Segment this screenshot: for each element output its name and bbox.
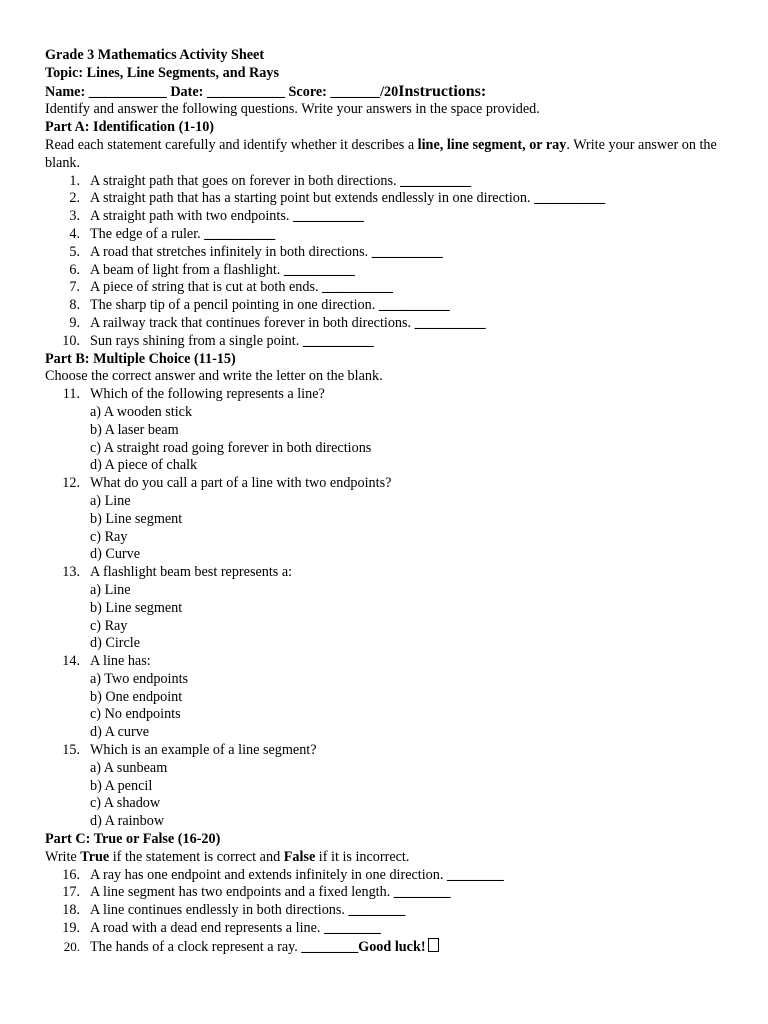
- answer-blank: __________: [292, 208, 364, 225]
- answer-option: d) Curve: [90, 546, 141, 563]
- part-c-intro-2: if the statement is correct and: [109, 848, 284, 865]
- part-c-title: Part C: True or False (16-20): [45, 831, 221, 848]
- question-number: 10.: [62, 332, 80, 349]
- question-number: 18.: [62, 902, 80, 919]
- name-blank: ___________: [88, 83, 167, 100]
- question-number: 5.: [69, 243, 80, 260]
- question-number: 15.: [62, 742, 80, 759]
- answer-option: a) A sunbeam: [90, 759, 168, 776]
- question-item: [45, 564, 735, 582]
- name-label: Name:: [45, 83, 86, 100]
- question-text: A railway track that continues forever in both directions.: [90, 314, 412, 331]
- question-text: A road that stretches infinitely in both directions.: [90, 243, 369, 260]
- part-c-intro-1: Write: [45, 848, 81, 865]
- question-item: [45, 475, 735, 493]
- question-number: 17.: [62, 884, 80, 901]
- answer-option: b) Line segment: [90, 599, 183, 616]
- question-item: [45, 262, 735, 280]
- question-text: A straight path that goes on forever in both directions.: [90, 172, 397, 189]
- question-text: A ray has one endpoint and extends infinitely in one direction.: [90, 866, 444, 883]
- question-text: A straight path with two endpoints.: [90, 208, 290, 225]
- answer-option: c) No endpoints: [90, 706, 181, 723]
- question-text: A piece of string that is cut at both ends.: [90, 279, 319, 296]
- answer-option: a) Two endpoints: [90, 670, 189, 687]
- question-number: 4.: [69, 225, 80, 242]
- question-item: [45, 386, 735, 404]
- question-number: 9.: [69, 314, 80, 331]
- answer-blank: ________: [348, 902, 406, 919]
- answer-option: a) Line: [90, 492, 131, 509]
- part-a-intro-post: . Write your answer on the blank.: [45, 136, 717, 171]
- answer-option: b) Line segment: [90, 510, 183, 527]
- answer-blank: ________: [301, 938, 359, 955]
- question-item: [45, 742, 735, 760]
- part-c-intro-false: False: [283, 848, 316, 865]
- question-item: [45, 315, 735, 333]
- question-text: A road with a dead end represents a line.: [90, 920, 321, 937]
- score-blank: _______: [330, 83, 381, 100]
- question-item: [45, 244, 735, 262]
- answer-blank: __________: [400, 172, 472, 189]
- mc-question: [45, 475, 735, 564]
- score-label: Score:: [288, 83, 327, 100]
- question-number: 14.: [62, 653, 80, 670]
- question-text: A line has:: [90, 653, 151, 670]
- question-number: 1.: [69, 172, 80, 189]
- question-number: 6.: [69, 261, 80, 278]
- answer-blank: __________: [283, 261, 355, 278]
- part-a-intro-bold: line, line segment, or ray: [417, 136, 567, 153]
- question-item: [45, 279, 735, 297]
- answer-options: [45, 671, 735, 742]
- question-number: 7.: [69, 279, 80, 296]
- missing-glyph-icon: [428, 938, 439, 952]
- part-b-intro: Choose the correct answer and write the letter on the blank.: [45, 368, 383, 385]
- answer-option: c) Ray: [90, 528, 128, 545]
- answer-options: [45, 404, 735, 475]
- mc-question: [45, 386, 735, 475]
- question-number: 19.: [62, 920, 80, 937]
- question-item: [45, 173, 735, 191]
- answer-option: d) A curve: [90, 724, 150, 741]
- score-total: /20: [380, 83, 399, 100]
- instructions-text: Identify and answer the following questions. Write your answers in the space provided.: [45, 101, 540, 118]
- question-text: Sun rays shining from a single point.: [90, 332, 300, 349]
- answer-option: c) A shadow: [90, 795, 161, 812]
- question-number: 11.: [62, 386, 80, 403]
- part-a-list: [45, 173, 735, 351]
- question-text: Which of the following represents a line?: [90, 386, 325, 403]
- question-item: [45, 190, 735, 208]
- question-text: Which is an example of a line segment?: [90, 742, 317, 759]
- question-text: The sharp tip of a pencil pointing in one direction.: [90, 297, 376, 314]
- question-number: 2.: [69, 190, 80, 207]
- answer-option: b) A laser beam: [90, 421, 179, 438]
- question-text: The edge of a ruler.: [90, 225, 201, 242]
- part-b-list: [45, 386, 735, 831]
- question-item: [45, 902, 735, 920]
- answer-options: [45, 493, 735, 564]
- question-text: A straight path that has a starting point but extends endlessly in one direction.: [90, 190, 531, 207]
- question-text: A beam of light from a flashlight.: [90, 261, 281, 278]
- question-number: 12.: [62, 475, 80, 492]
- answer-blank: ________: [393, 884, 451, 901]
- part-c-intro: [45, 849, 735, 867]
- answer-blank: __________: [371, 243, 443, 260]
- question-item: [45, 938, 735, 957]
- answer-options: [45, 582, 735, 653]
- question-number: 3.: [69, 208, 80, 225]
- answer-blank: ________: [324, 920, 381, 937]
- activity-sheet: [45, 47, 735, 957]
- answer-blank: __________: [322, 279, 394, 296]
- answer-option: d) A piece of chalk: [90, 457, 198, 474]
- part-b-title: Part B: Multiple Choice (11-15): [45, 350, 236, 367]
- part-a-title: Part A: Identification (1-10): [45, 119, 215, 136]
- question-text: What do you call a part of a line with two endpoints?: [90, 475, 392, 492]
- part-c-list: [45, 867, 735, 957]
- good-luck-text: Good luck!: [358, 938, 426, 955]
- answer-option: d) A rainbow: [90, 813, 165, 830]
- question-text: A line continues endlessly in both directions.: [90, 902, 345, 919]
- answer-option: a) Line: [90, 581, 131, 598]
- answer-option: a) A wooden stick: [90, 403, 193, 420]
- question-number: 16.: [62, 866, 80, 883]
- part-c-intro-3: if it is incorrect.: [315, 848, 410, 865]
- answer-option: d) Circle: [90, 635, 141, 652]
- question-text: A line segment has two endpoints and a fixed length.: [90, 884, 391, 901]
- question-text: A flashlight beam best represents a:: [90, 564, 293, 581]
- answer-option: c) Ray: [90, 617, 128, 634]
- question-item: [45, 226, 735, 244]
- part-a-intro-pre: Read each statement carefully and identify whether it describes a: [45, 136, 418, 153]
- answer-blank: __________: [204, 225, 276, 242]
- answer-blank: __________: [414, 314, 486, 331]
- answer-option: b) A pencil: [90, 777, 153, 794]
- answer-option: c) A straight road going forever in both directions: [90, 439, 372, 456]
- answer-blank: __________: [534, 190, 606, 207]
- date-label: Date:: [170, 83, 204, 100]
- date-blank: ___________: [206, 83, 285, 100]
- instructions-label: Instructions:: [398, 82, 487, 100]
- answer-blank: __________: [378, 297, 450, 314]
- answer-blank: ________: [446, 866, 504, 883]
- student-info-line: [45, 83, 735, 102]
- question-number: 13.: [62, 564, 80, 581]
- question-item: [45, 920, 735, 938]
- question-item: [45, 867, 735, 885]
- part-c-intro-true: True: [80, 848, 110, 865]
- question-item: [45, 333, 735, 351]
- question-item: [45, 208, 735, 226]
- question-text: The hands of a clock represent a ray.: [90, 938, 298, 955]
- mc-question: [45, 742, 735, 831]
- part-a-intro: [45, 137, 735, 173]
- mc-question: [45, 653, 735, 742]
- sheet-topic: Topic: Lines, Line Segments, and Rays: [45, 64, 280, 81]
- question-number: 20.: [63, 938, 80, 954]
- answer-options: [45, 760, 735, 831]
- sheet-title: Grade 3 Mathematics Activity Sheet: [45, 47, 265, 63]
- answer-option: b) One endpoint: [90, 688, 183, 705]
- mc-question: [45, 564, 735, 653]
- question-item: [45, 297, 735, 315]
- question-number: 8.: [69, 297, 80, 314]
- answer-blank: __________: [302, 332, 374, 349]
- question-item: [45, 884, 735, 902]
- question-item: [45, 653, 735, 671]
